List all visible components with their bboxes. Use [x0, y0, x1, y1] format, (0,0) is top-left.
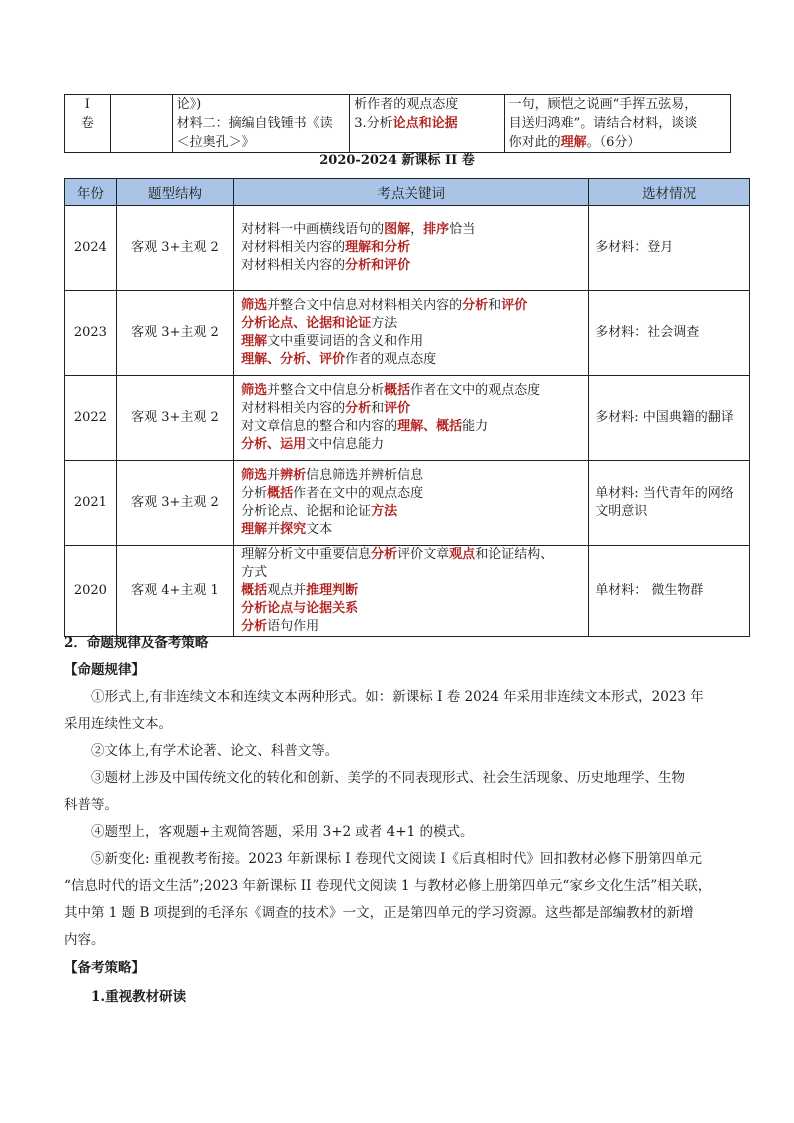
structure-cell: 客观 3+主观 2: [116, 206, 233, 291]
highlighted-keyword: 方法: [371, 504, 398, 519]
text-segment: 方法: [371, 316, 398, 331]
text-segment: 目送归鸿难”。请结合材料，谈谈: [508, 116, 698, 131]
material-cell: [589, 376, 750, 461]
table-row: [65, 546, 750, 637]
table-row: [65, 461, 750, 546]
text-line: [177, 133, 346, 152]
text-segment: 并: [267, 522, 281, 537]
text-segment: 对材料相关内容的: [241, 240, 346, 255]
highlighted-keyword: 理解: [241, 522, 268, 537]
highlighted-keyword: 分析: [371, 547, 398, 562]
highlighted-keyword: 评价: [384, 401, 411, 416]
text-line: [241, 239, 582, 257]
text-line: [241, 257, 582, 275]
highlighted-keyword: 分析论点、论据和论证: [241, 316, 372, 331]
text-line: [241, 221, 582, 239]
highlighted-keyword: 筛选: [241, 468, 268, 483]
keywords-cell: [234, 291, 589, 376]
material-line: 单材料: 当代青年的网络: [595, 486, 734, 501]
header-keywords: 考点关键词: [234, 179, 589, 206]
text-line: [241, 600, 582, 618]
text-segment: 作者的观点态度: [345, 352, 437, 367]
text-segment: 一句，顾恺之说画“手挥五弦易，: [508, 97, 698, 112]
text-segment: 并整合文中信息对材料相关内容的: [267, 298, 463, 313]
text-line: [509, 114, 726, 133]
text-segment: ＜拉奥孔＞》: [176, 135, 255, 150]
text-segment: 材料二：摘编自钱锺书《读: [176, 116, 333, 131]
text-segment: 文本: [306, 522, 333, 537]
text-line: [354, 114, 499, 133]
text-line: [241, 297, 582, 315]
keywords-cell: [234, 546, 589, 637]
text-line: [241, 546, 582, 564]
text-line: [509, 133, 726, 152]
highlighted-keyword: 推理判断: [306, 583, 359, 598]
text-line: [241, 418, 582, 436]
text-segment: 理解分析文中重要信息: [241, 547, 372, 562]
text-line: [241, 351, 582, 369]
material-cell: [589, 291, 750, 376]
rule-line: ⑤新变化: 重视教考衔接。2023 年新课标 I 卷现代文阅读 I《后真相时代》回扣教材必修下册第四单元: [91, 851, 703, 867]
highlighted-keyword: 理解、概括: [397, 419, 463, 434]
rule-line: ②文体上,有学术论著、论文、科普文等。: [91, 743, 339, 759]
text-line: [241, 503, 582, 521]
text-line: [241, 436, 582, 454]
text-segment: 和: [488, 298, 502, 313]
text-segment: 评价文章: [397, 547, 450, 562]
text-segment: 和: [371, 401, 385, 416]
year-cell: 2024: [65, 206, 117, 291]
text-segment: 恰当: [449, 222, 476, 237]
text-segment: 对材料一中画横线语句的: [241, 222, 385, 237]
strategy-item: 1.重视教材研读: [91, 989, 187, 1005]
volume-label: Ⅰ: [84, 97, 90, 112]
highlighted-keyword: 分析: [241, 619, 268, 634]
structure-cell: 客观 3+主观 2: [116, 291, 233, 376]
text-segment: 能力: [462, 419, 489, 434]
highlighted-keyword: 分析: [462, 298, 489, 313]
highlighted-keyword: 理解: [560, 135, 587, 150]
highlighted-keyword: 概括: [267, 486, 294, 501]
material-cell: [589, 206, 750, 291]
text-segment: 作者在文中的观点态度: [410, 383, 541, 398]
text-segment: 论》): [176, 97, 202, 112]
text-segment: 分析论点、论据和论证: [241, 504, 372, 519]
text-line: [509, 95, 726, 114]
table-row: [65, 376, 750, 461]
text-line: [241, 315, 582, 333]
material-line: 多材料：社会调查: [595, 325, 700, 340]
text-segment: 文中信息能力: [306, 437, 385, 452]
rule-line: “信息时代的语文生活”;2023 年新课标 II 卷现代文阅读 1 与教材必修上册第四单元“家乡文化生活”相关联，: [64, 878, 712, 894]
material-cell: [589, 461, 750, 546]
rule-line: ①形式上,有非连续文本和连续文本两种形式。如：新课标 I 卷 2024 年采用非连续文本形式，2023 年: [91, 689, 704, 705]
material-cell: [172, 95, 350, 153]
highlighted-keyword: 概括: [384, 383, 411, 398]
strategy-heading: 【备考策略】: [64, 960, 145, 976]
highlighted-keyword: 分析和评价: [345, 258, 411, 273]
keyword-cell: [350, 95, 504, 153]
text-line: [177, 95, 346, 114]
table-row: [65, 291, 750, 376]
table-title: 2020-2024 新课标 II 卷: [319, 153, 475, 168]
highlighted-keyword: 理解、分析、评价: [241, 352, 346, 367]
material-line: 多材料：登月: [595, 240, 674, 255]
year-cell: 2023: [65, 291, 117, 376]
question-cell: [504, 95, 730, 153]
text-segment: 文中重要词语的含义和作用: [267, 334, 424, 349]
structure-cell: 客观 3+主观 2: [116, 461, 233, 546]
text-segment: 对文章信息的整合和内容的: [241, 419, 398, 434]
volume-cell: [65, 95, 111, 153]
highlighted-keyword: 分析: [345, 401, 372, 416]
text-line: [241, 400, 582, 418]
highlighted-keyword: 分析、运用: [241, 437, 307, 452]
rule-line: ④题型上，客观题+主观简答题，采用 3+2 或者 4+1 的模式。: [91, 824, 474, 840]
highlighted-keyword: 筛选: [241, 383, 268, 398]
section-heading: 2．命题规律及备考策略: [64, 635, 209, 651]
material-cell: [589, 546, 750, 637]
keywords-cell: [234, 376, 589, 461]
highlighted-keyword: 筛选: [241, 298, 268, 313]
exam-analysis-table: [64, 178, 750, 637]
text-segment: 并: [267, 468, 281, 483]
text-line: [177, 114, 346, 133]
rule-line: ③题材上涉及中国传统文化的转化和创新、美学的不同表现形式、社会生活现象、历史地理学、生物: [91, 770, 685, 786]
text-line: [241, 564, 582, 582]
text-segment: 和论证结构、: [475, 547, 554, 562]
rules-heading: 【命题规律】: [64, 662, 145, 678]
highlighted-keyword: 理解: [241, 334, 268, 349]
rule-line: 其中第 1 题 B 项提到的毛泽东《调查的技术》一文，正是第四单元的学习资源。这些都是部编教材的新增: [64, 905, 694, 921]
text-segment: 语句作用: [267, 619, 320, 634]
highlighted-keyword: 观点: [449, 547, 476, 562]
highlighted-keyword: 探究: [280, 522, 307, 537]
text-line: [354, 95, 499, 114]
highlighted-keyword: 论点和论据: [392, 116, 458, 131]
material-line: 多材料: 中国典籍的翻译: [595, 410, 734, 425]
material-line: 单材料： 微生物群: [595, 583, 704, 598]
table-row: [65, 95, 731, 153]
empty-cell: [110, 95, 172, 153]
text-segment: 3.分析: [354, 116, 393, 131]
highlighted-keyword: 辨析: [280, 468, 307, 483]
rules-list: [64, 684, 730, 954]
structure-cell: 客观 4+主观 1: [116, 546, 233, 637]
year-cell: 2020: [65, 546, 117, 637]
header-structure: 题型结构: [116, 179, 233, 206]
text-segment: 。（6分）: [586, 135, 641, 150]
text-segment: 对材料相关内容的: [241, 401, 346, 416]
highlighted-keyword: 排序: [423, 222, 450, 237]
text-segment: 作者在文中的观点态度: [293, 486, 424, 501]
text-line: [241, 333, 582, 351]
text-segment: 析作者的观点态度: [354, 97, 459, 112]
highlighted-keyword: 理解和分析: [345, 240, 411, 255]
highlighted-keyword: 概括: [241, 583, 268, 598]
highlighted-keyword: 评价: [501, 298, 528, 313]
highlighted-keyword: 分析论点与论据关系: [241, 601, 359, 616]
highlighted-keyword: 图解: [384, 222, 411, 237]
text-segment: 对材料相关内容的: [241, 258, 346, 273]
volume-label: 卷: [80, 116, 94, 131]
year-cell: 2022: [65, 376, 117, 461]
material-line: 文明意识: [595, 504, 648, 519]
header-year: 年份: [65, 179, 117, 206]
table-header-row: [65, 179, 750, 206]
keywords-cell: [234, 206, 589, 291]
rule-line: 采用连续性文本。: [64, 716, 172, 732]
rule-line: 科普等。: [64, 797, 118, 813]
header-material: 选材情况: [589, 179, 750, 206]
structure-cell: 客观 3+主观 2: [116, 376, 233, 461]
rule-line: 内容。: [64, 932, 105, 948]
text-line: [241, 582, 582, 600]
top-table: [64, 94, 731, 153]
text-segment: 你对此的: [508, 135, 561, 150]
keywords-cell: [234, 461, 589, 546]
text-segment: 观点并: [267, 583, 307, 598]
text-line: [241, 467, 582, 485]
text-line: [241, 382, 582, 400]
text-segment: 方式: [241, 565, 268, 580]
table-row: [65, 206, 750, 291]
text-line: [241, 485, 582, 503]
year-cell: 2021: [65, 461, 117, 546]
text-segment: 并整合文中信息分析: [267, 383, 385, 398]
text-segment: ，: [410, 222, 424, 237]
text-line: [241, 521, 582, 539]
text-segment: 信息筛选并辨析信息: [306, 468, 424, 483]
text-segment: 分析: [241, 486, 268, 501]
